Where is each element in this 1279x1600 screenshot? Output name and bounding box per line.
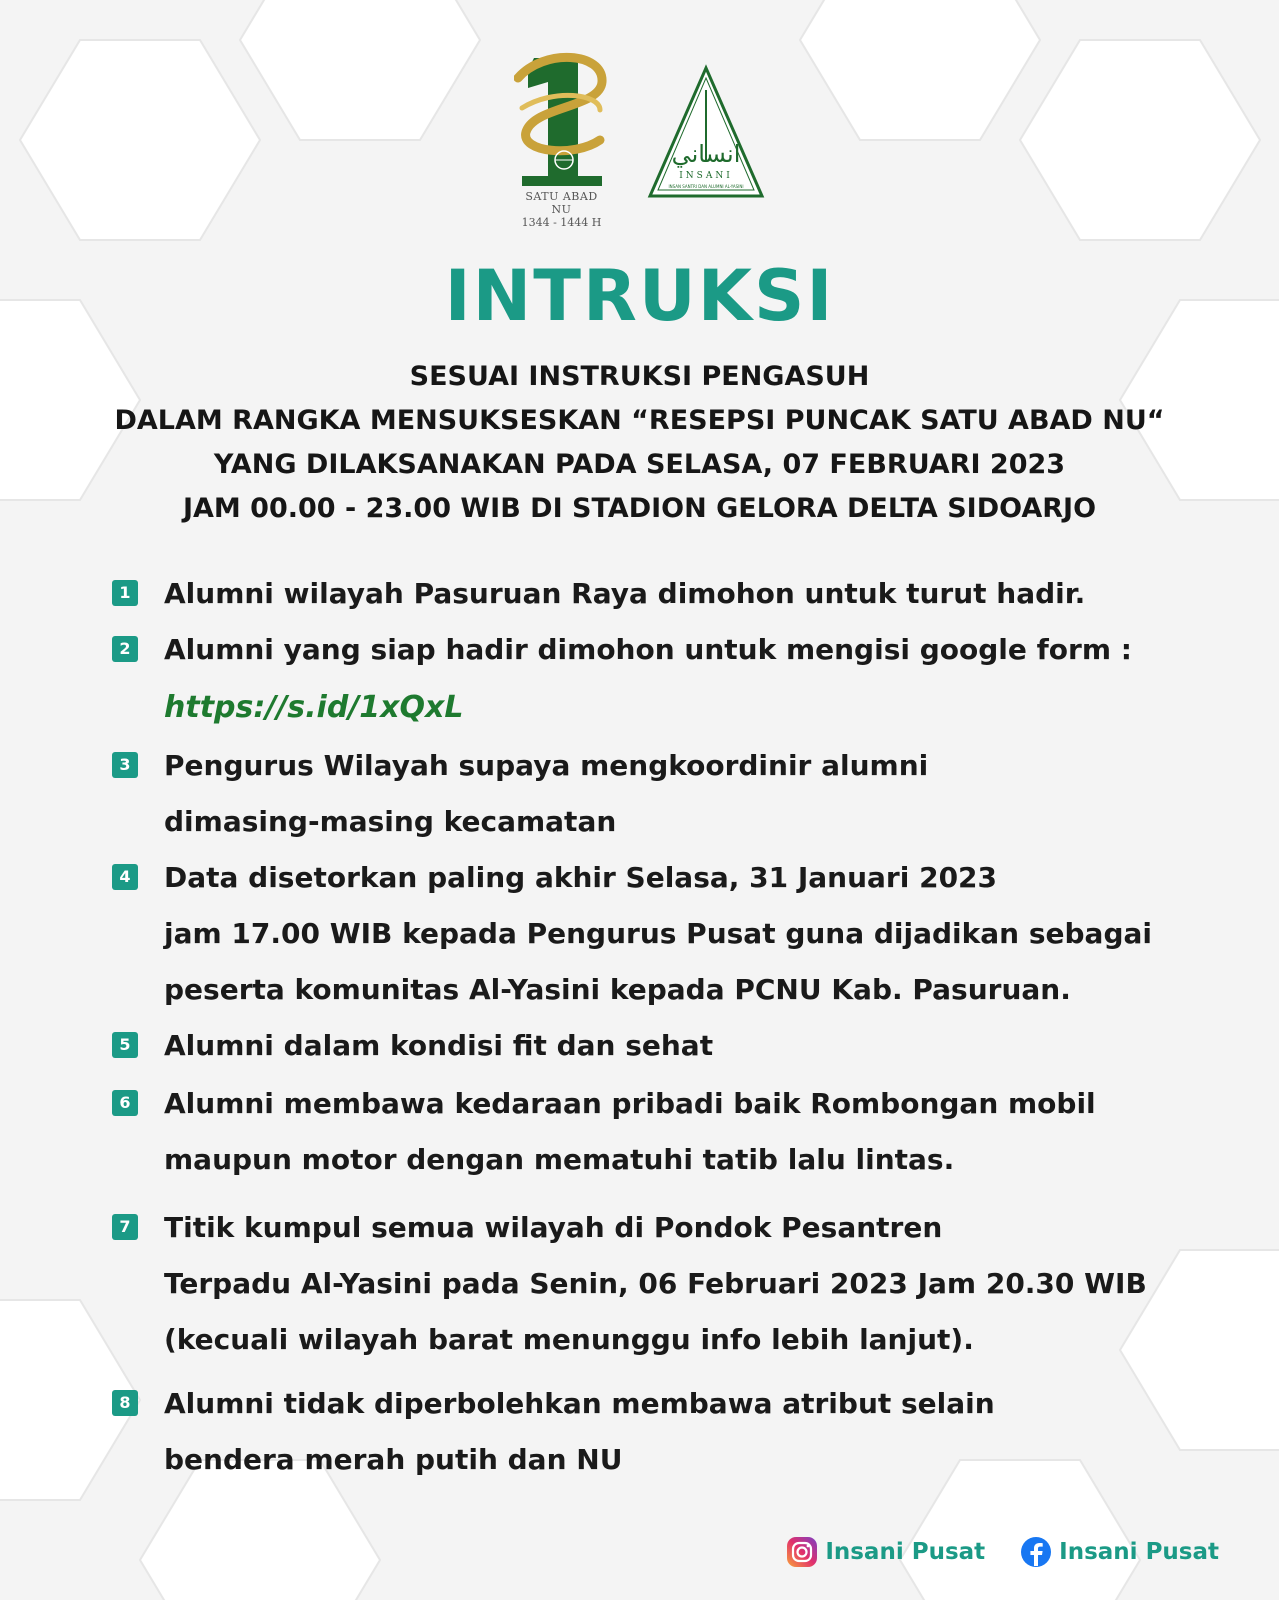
google-form-link[interactable]: https://s.id/1xQxL xyxy=(164,690,464,725)
item-number-badge: 6 xyxy=(112,1090,138,1116)
item-text: Data disetorkan paling akhir Selasa, 31 Januari 2023 xyxy=(164,861,998,894)
item-number-badge: 1 xyxy=(112,580,138,606)
item-text: Pengurus Wilayah supaya mengkoordinir alumni xyxy=(164,749,929,782)
satu-abad-nu-emblem xyxy=(514,48,610,188)
facebook-handle: Insani Pusat xyxy=(1059,1539,1219,1565)
item-text: jam 17.00 WIB kepada Pengurus Pusat guna dijadikan sebagai xyxy=(164,917,1152,950)
item-text: dimasing-masing kecamatan xyxy=(164,805,617,838)
insani-logo xyxy=(646,62,766,202)
facebook-link[interactable] xyxy=(1019,1535,1219,1569)
item-text: Alumni dalam kondisi fit dan sehat xyxy=(164,1029,714,1062)
item-text: Alumni wilayah Pasuruan Raya dimohon untuk turut hadir. xyxy=(164,577,1086,610)
item-number-badge: 3 xyxy=(112,752,138,778)
item-text: Titik kumpul semua wilayah di Pondok Pesantren xyxy=(164,1211,943,1244)
intro-block xyxy=(0,355,1279,531)
page-title: INTRUKSI xyxy=(444,255,835,337)
item-text: Terpadu Al-Yasini pada Senin, 06 Februari 2023 Jam 20.30 WIB xyxy=(164,1267,1147,1300)
insani-arabic-text: انساني xyxy=(671,140,740,168)
satu-abad-nu-logo xyxy=(514,48,610,229)
nu-caption-title: SATU ABAD NU xyxy=(525,190,598,216)
item-number-badge: 4 xyxy=(112,864,138,890)
item-number-badge: 8 xyxy=(112,1390,138,1416)
item-number-badge: 2 xyxy=(112,636,138,662)
nu-caption-years: 1344 - 1444 H xyxy=(521,216,602,229)
instagram-link[interactable] xyxy=(785,1535,985,1569)
insani-subtitle-text: INSAN SANTRI DAN ALUMNI AL-YASINI xyxy=(667,184,744,189)
logo-row xyxy=(0,48,1279,228)
intro-line: DALAM RANGKA MENSUKSESKAN “RESEPSI PUNCAK SATU ABAD NU“ xyxy=(114,405,1165,436)
item-text: (kecuali wilayah barat menunggu info lebih lanjut). xyxy=(164,1323,974,1356)
intro-line: YANG DILAKSANAKAN PADA SELASA, 07 FEBRUARI 2023 xyxy=(213,449,1066,480)
insani-name-text: INSANI xyxy=(678,171,733,181)
instagram-icon xyxy=(785,1535,819,1569)
social-footer xyxy=(785,1532,1219,1572)
item-number-badge: 7 xyxy=(112,1214,138,1240)
item-text: Alumni tidak diperbolehkan membawa atribut selain xyxy=(164,1387,995,1420)
intro-line: SESUAI INSTRUKSI PENGASUH xyxy=(409,361,870,392)
item-text: Alumni yang siap hadir dimohon untuk mengisi google form : xyxy=(164,633,1132,666)
instagram-handle: Insani Pusat xyxy=(825,1539,986,1565)
item-text: Alumni membawa kedaraan pribadi baik Rombongan mobil xyxy=(164,1087,1096,1120)
item-number-badge: 5 xyxy=(112,1032,138,1058)
item-text: peserta komunitas Al-Yasini kepada PCNU Kab. Pasuruan. xyxy=(164,973,1071,1006)
intro-line: JAM 00.00 - 23.00 WIB DI STADION GELORA DELTA SIDOARJO xyxy=(182,493,1097,524)
item-text: maupun motor dengan mematuhi tatib lalu lintas. xyxy=(164,1143,955,1176)
facebook-icon xyxy=(1019,1535,1053,1569)
item-text: bendera merah putih dan NU xyxy=(164,1443,623,1476)
